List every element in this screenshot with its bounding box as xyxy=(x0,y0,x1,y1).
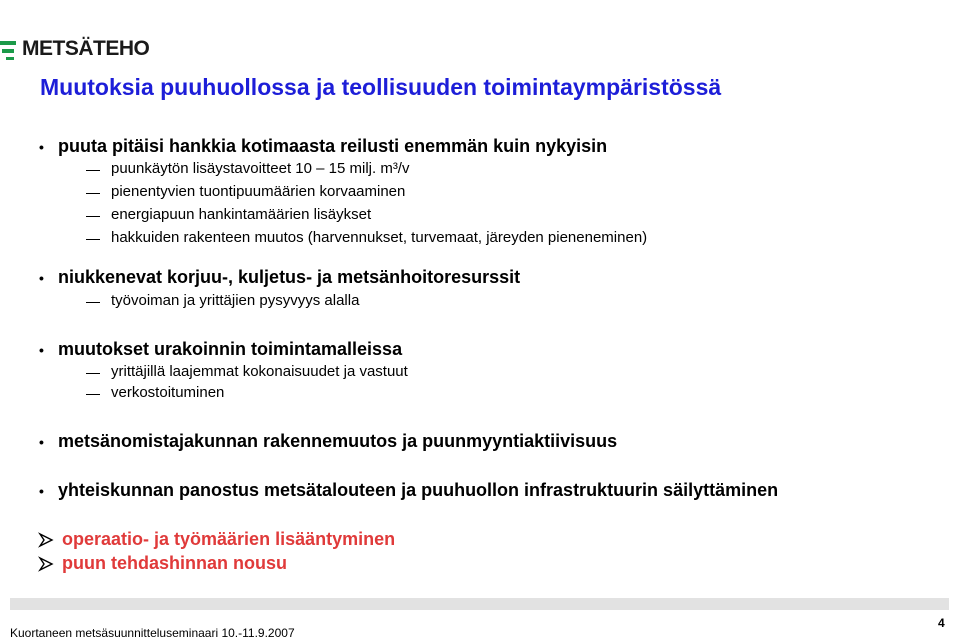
sub-item: pienentyvien tuontipuumäärien korvaaminen xyxy=(111,183,406,200)
bullet-item: puuta pitäisi hankkia kotimaasta reilusti enemmän kuin nykyisin xyxy=(58,136,608,156)
dash-icon xyxy=(86,373,100,374)
dash-icon xyxy=(86,193,100,194)
logo-mark-icon xyxy=(2,49,14,53)
dash-icon xyxy=(86,239,100,240)
bullet-dot-icon: • xyxy=(39,434,44,450)
dash-icon xyxy=(86,394,100,395)
bullet-dot-icon: • xyxy=(39,270,44,286)
dash-icon xyxy=(86,170,100,171)
footer-bar xyxy=(10,598,949,610)
sub-item: puunkäytön lisäystavoitteet 10 – 15 milj. m³/v xyxy=(111,160,410,177)
bullet-dot-icon: • xyxy=(39,139,44,155)
sub-item: työvoiman ja yrittäjien pysyvyys alalla xyxy=(111,292,360,309)
bullet-item: yhteiskunnan panostus metsätalouteen ja puuhuollon infrastruktuurin säilyttäminen xyxy=(58,480,779,500)
logo-mark-icon xyxy=(0,41,16,45)
sub-item: verkostoituminen xyxy=(111,384,225,401)
bullet-item: muutokset urakoinnin toimintamalleissa xyxy=(58,339,403,359)
bullet-dot-icon: • xyxy=(39,342,44,358)
logo-mark-icon xyxy=(6,57,14,60)
bullet-item: metsänomistajakunnan rakennemuutos ja puunmyyntiaktiivisuus xyxy=(58,431,618,451)
slide-title: Muutoksia puuhuollossa ja teollisuuden toimintaympäristössä xyxy=(40,74,722,100)
bullet-dot-icon: • xyxy=(39,483,44,499)
highlight-item: operaatio- ja työmäärien lisääntyminen xyxy=(62,529,396,549)
arrow-bullet-icon xyxy=(38,556,54,572)
arrow-bullet-icon xyxy=(38,532,54,548)
sub-item: yrittäjillä laajemmat kokonaisuudet ja vastuut xyxy=(111,363,408,380)
sub-item: energiapuun hankintamäärien lisäykset xyxy=(111,206,372,223)
highlight-item: puun tehdashinnan nousu xyxy=(62,553,287,573)
page-number: 4 xyxy=(938,616,945,630)
bullet-item: niukkenevat korjuu-, kuljetus- ja metsänhoitoresurssit xyxy=(58,267,521,287)
footer-text: Kuortaneen metsäsuunnitteluseminaari 10.-11.9.2007 xyxy=(10,626,295,640)
dash-icon xyxy=(86,216,100,217)
logo-text: METSÄTEHO xyxy=(22,37,150,60)
dash-icon xyxy=(86,302,100,303)
sub-item: hakkuiden rakenteen muutos (harvennukset, turvemaat, järeyden pieneneminen) xyxy=(111,229,648,246)
